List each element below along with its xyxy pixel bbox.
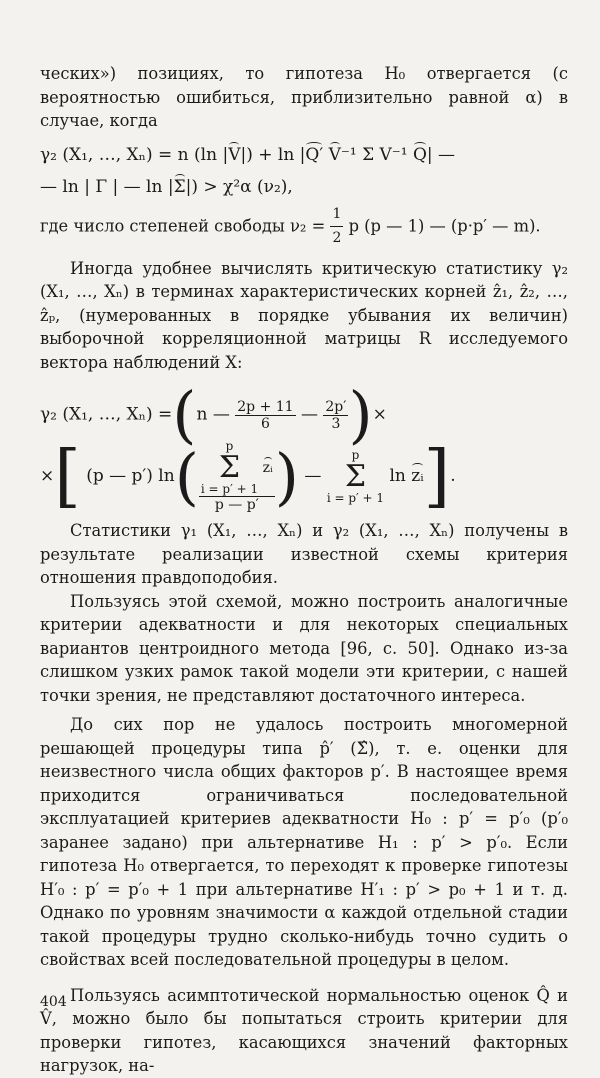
page-number: 404 xyxy=(40,994,67,1010)
paragraph-3: Иногда удобнее вычислять критическую статистику γ₂ (X₁, …, Xₙ) в терминах характеристических корней ẑ₁, ẑ₂, …, ẑₚ, (нумерованных в порядке убывания их величин) выборочной корреляционной матрицы R исследуемого вектора наблюдений X: xyxy=(40,258,568,372)
sum-top: p xyxy=(351,447,360,462)
eq-text: | — xyxy=(426,144,456,165)
fraction-sum xyxy=(199,440,275,513)
equation-line-2 xyxy=(40,177,568,197)
equation2-line-2 xyxy=(40,436,568,516)
frac-den: 2 xyxy=(332,230,342,246)
eq-hat-q: Q′ xyxy=(305,144,324,165)
frac-num: 1 xyxy=(330,203,343,228)
equation-gamma2-roots xyxy=(40,378,568,516)
bracket-right: ] xyxy=(423,436,451,516)
eq-hat-q2: Q xyxy=(412,144,427,165)
equation2-line-1 xyxy=(40,378,568,451)
paren-left: ( xyxy=(172,378,197,451)
equation-line-1 xyxy=(40,145,568,165)
sum-bottom: i = p′ + 1 xyxy=(326,490,385,505)
fraction-half xyxy=(330,203,343,251)
paren-right: ) xyxy=(348,378,373,451)
frac-num: 2p′ xyxy=(325,398,347,415)
bracket-left: [ xyxy=(54,436,81,516)
frac-den: 3 xyxy=(331,415,341,432)
sum-bottom: i = p′ + 1 xyxy=(200,482,259,496)
book-page xyxy=(40,62,568,1078)
eq-hat-zi: zᵢ xyxy=(262,460,273,476)
paren-right-2: ) xyxy=(274,439,299,513)
sum-symbol: Σ xyxy=(344,458,367,494)
eq-hat-v2: V xyxy=(328,144,341,165)
sum-symbol: Σ xyxy=(218,450,241,485)
eq2-ln: ln xyxy=(389,466,406,486)
eq-text: — ln | Γ | — ln | xyxy=(40,176,174,197)
para2-text-end: p (p — 1) — (p·p′ — m). xyxy=(348,216,541,235)
eq-text: |) + ln | xyxy=(240,144,306,165)
para2-text: где число степеней свободы ν₂ = xyxy=(40,216,326,235)
eq2-minus: — xyxy=(300,404,318,425)
paragraph-7: Пользуясь асимптотической нормальностью оценок Q̂ и V̂, можно было бы попытаться строить критерии для проверки гипотез, касающихся значений факторных нагрузок, на- xyxy=(40,985,568,1075)
frac-num: 2p + 11 xyxy=(237,398,294,415)
eq-text: ⁻¹ Σ V⁻¹ xyxy=(340,144,408,165)
paragraph-1: ческих») позициях, то гипотеза H₀ отвергается (с вероятностью ошибиться, приблизительно равной α) в случае, когда xyxy=(40,64,568,130)
eq2-text: n — xyxy=(196,404,230,425)
eq2-minus: — xyxy=(304,466,322,486)
paren-left-2: ( xyxy=(174,439,199,513)
sum-2 xyxy=(327,449,384,505)
eq-hat-sigma: Σ xyxy=(173,176,186,197)
paragraph-2 xyxy=(40,203,568,251)
paragraph-5: Пользуясь этой схемой, можно построить аналогичные критерии адекватности и для некоторых специальных вариантов центроидного метода [96, с. 50]. Однако из-за слишком узких рамок такой модели эти критерии, с нашей точки зрения, не представляют достаточного интереса. xyxy=(40,591,568,705)
eq-text: γ₂ (X₁, …, Xₙ) = n (ln | xyxy=(40,144,229,165)
sum-1 xyxy=(201,440,258,496)
eq2-times: × xyxy=(372,404,387,425)
frac-num-sum xyxy=(199,440,275,497)
eq-hat-zi2: zᵢ xyxy=(411,466,424,486)
eq2-text: γ₂ (X₁, …, Xₙ) = xyxy=(40,404,173,425)
equation-gamma2 xyxy=(40,145,568,197)
paragraph-6: До сих пор не удалось построить многомерной решающей процедуры типа p̂′ (Σ̂), т. е. оценки для неизвестного числа общих факторов p′. В настоящее время приходится ограничиваться последовательной эксплуатацией критериев адекватности H₀ : p′ = p′₀ (p′₀ заранее задано) при альтернативе H₁ : p′ > p′₀. Если гипотеза H₀ отвергается, то переходят к проверке гипотезы H′₀ : p′ = p′₀ + 1 при альтернативе H′₁ : p′ > p₀ + 1 и т. д. Однако по уровням значимости α каждой отдельной стадии такой процедуры трудно сколько-нибудь точно судить о свойствах всей последовательной процедуры в целом. xyxy=(40,715,568,969)
sum-top: p xyxy=(225,439,234,453)
eq2-term: (p — p′) ln xyxy=(86,466,175,486)
eq2-times: × xyxy=(40,466,55,486)
paragraph-4: Статистики γ₁ (X₁, …, Xₙ) и γ₂ (X₁, …, Xₙ) получены в результате реализации известной схемы критерия отношения правдоподобия. xyxy=(40,521,568,587)
eq2-end: . xyxy=(450,466,456,486)
frac-den: 6 xyxy=(260,415,270,432)
fraction-2 xyxy=(323,399,348,432)
fraction-1 xyxy=(235,399,295,432)
eq-text: |) > χ²α (ν₂), xyxy=(185,176,293,197)
eq-hat-v: V xyxy=(228,144,241,165)
frac-den: p — p′ xyxy=(214,497,259,513)
